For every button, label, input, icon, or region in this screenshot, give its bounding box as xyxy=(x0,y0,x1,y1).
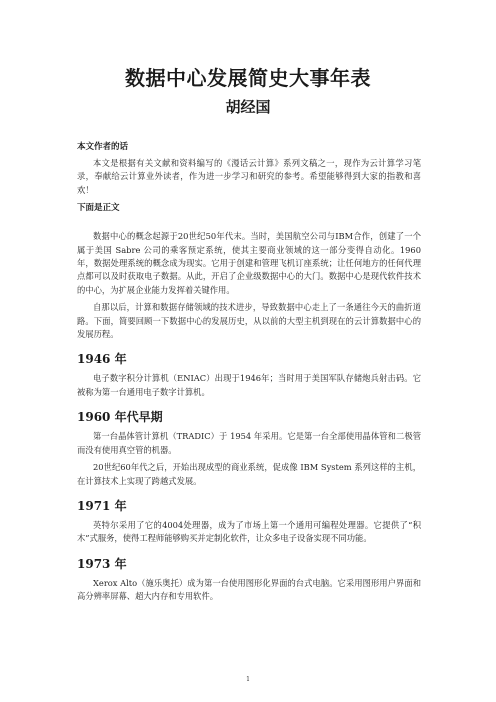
section-paragraph: 20世纪60年代之后，开始出现成型的商业系统，促成像 IBM System 系列这样的主机，在计算技术上实现了跨越式发展。 xyxy=(77,462,421,486)
intro-paragraph: 自那以后，计算和数据存储领域的技术进步，导致数据中心走上了一条通往今天的曲折道路。下面，简要回顾一下数据中心的发展历史，从以前的大型主机到现在的云计算数据中心的发展历程。 xyxy=(77,302,421,340)
section-heading-1946: 1946 年 xyxy=(77,352,127,367)
document-content xyxy=(77,140,421,608)
document-title: 数据中心发展简史大事年表 xyxy=(125,66,371,90)
section-heading-1971: 1971 年 xyxy=(77,498,127,513)
section-heading-1973: 1973 年 xyxy=(77,556,127,571)
preface-label: 本文作者的话 xyxy=(77,142,129,152)
section-paragraph: Xerox Alto（施乐奥托）成为第一台使用图形化界面的台式电脑。它采用图形用户界面和高分辨率屏幕、超大内存和专用软件。 xyxy=(77,577,421,602)
section-paragraph: 电子数字积分计算机（ENIAC）出现于1946年；当时用于美国军队存储炮兵射击码。它被称为第一台通用电子数字计算机。 xyxy=(77,373,421,397)
page-number: 1 xyxy=(246,676,250,683)
intro-paragraph: 数据中心的概念起源于20世纪50年代末。当时，美国航空公司与IBM合作，创建了一个属于美国 Sabre 公司的乘客预定系统，使其主要商业领域的这一部分变得自动化。1960 年，数据处理系统的概念成为现实。它用于创建和管理飞机订座系统；让任何地方的任何代理点都可以及时获取电子数据。从此，开启了企业级数据中心的大门。数据中心是现代软件技术的中心，为扩展企业能力发挥着关键作用。 xyxy=(77,231,421,295)
preface-paragraph: 本文是根据有关文献和资料编写的《漫话云计算》系列文稿之一，现作为云计算学习笔录，奉献给云计算业外读者，作为进一步学习和研究的参考。希望能够得到大家的指教和喜欢！ xyxy=(77,158,421,195)
section-paragraph: 英特尔采用了它的4004处理器，成为了市场上第一个通用可编程处理器。它提供了“积木”式服务，使得工程师能够购买并定制化软件，让众多电子设备实现不同功能。 xyxy=(77,519,421,544)
spacer xyxy=(77,218,421,230)
author-name: 胡经国 xyxy=(225,98,271,116)
body-label: 下面是正文 xyxy=(77,203,120,214)
section-paragraph: 第一台晶体管计算机（TRADIC）于 1954 年采用。它是第一台全部使用晶体管和二极管而没有使用真空管的机器。 xyxy=(77,431,421,455)
section-heading-1960s: 1960 年代早期 xyxy=(77,410,163,425)
